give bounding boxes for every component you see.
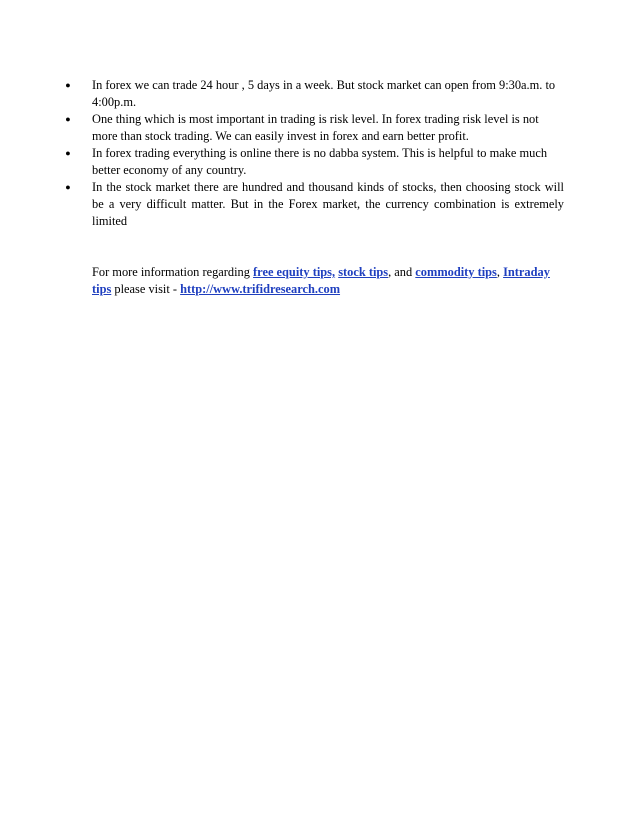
bullet-text: In forex we can trade 24 hour , 5 days in a week. But stock market can open from 9:30a.m. to 4:00p.m. xyxy=(92,78,556,109)
stock-tips-link[interactable]: stock tips xyxy=(338,265,389,279)
bullet-text: In forex trading everything is online there is no dabba system. This is helpful to make much better economy of any country. xyxy=(92,146,548,177)
bullet-item-3 xyxy=(62,145,564,179)
bullet-text: In the stock market there are hundred and thousand kinds of stocks, then choosing stock will be a very difficult matter. But in the Forex market, the currency combination is extremely limited xyxy=(92,180,564,228)
bullet-item-1 xyxy=(62,77,564,111)
info-visit-text: please visit - xyxy=(111,282,181,296)
bullet-icon: ● xyxy=(65,114,71,124)
bullet-list xyxy=(62,77,564,230)
info-lead-text: For more information regarding xyxy=(92,265,254,279)
more-info-paragraph xyxy=(92,264,572,298)
website-url-link[interactable]: http://www.trifidresearch.com xyxy=(180,282,341,296)
info-separator: , and xyxy=(388,265,416,279)
bullet-text: One thing which is most important in trading is risk level. In forex trading risk level is not more than stock trading. We can easily invest in forex and earn better profit. xyxy=(92,112,539,143)
commodity-tips-link[interactable]: commodity tips xyxy=(415,265,497,279)
bullet-icon: ● xyxy=(65,182,71,192)
bullet-item-2 xyxy=(62,111,564,145)
intraday-tips-link[interactable]: Intraday tips xyxy=(92,265,550,296)
free-equity-tips-link[interactable]: free equity tips, xyxy=(253,265,336,279)
bullet-item-4 xyxy=(62,179,564,230)
bullet-icon: ● xyxy=(65,80,71,90)
bullet-icon: ● xyxy=(65,148,71,158)
info-separator: , xyxy=(496,265,504,279)
